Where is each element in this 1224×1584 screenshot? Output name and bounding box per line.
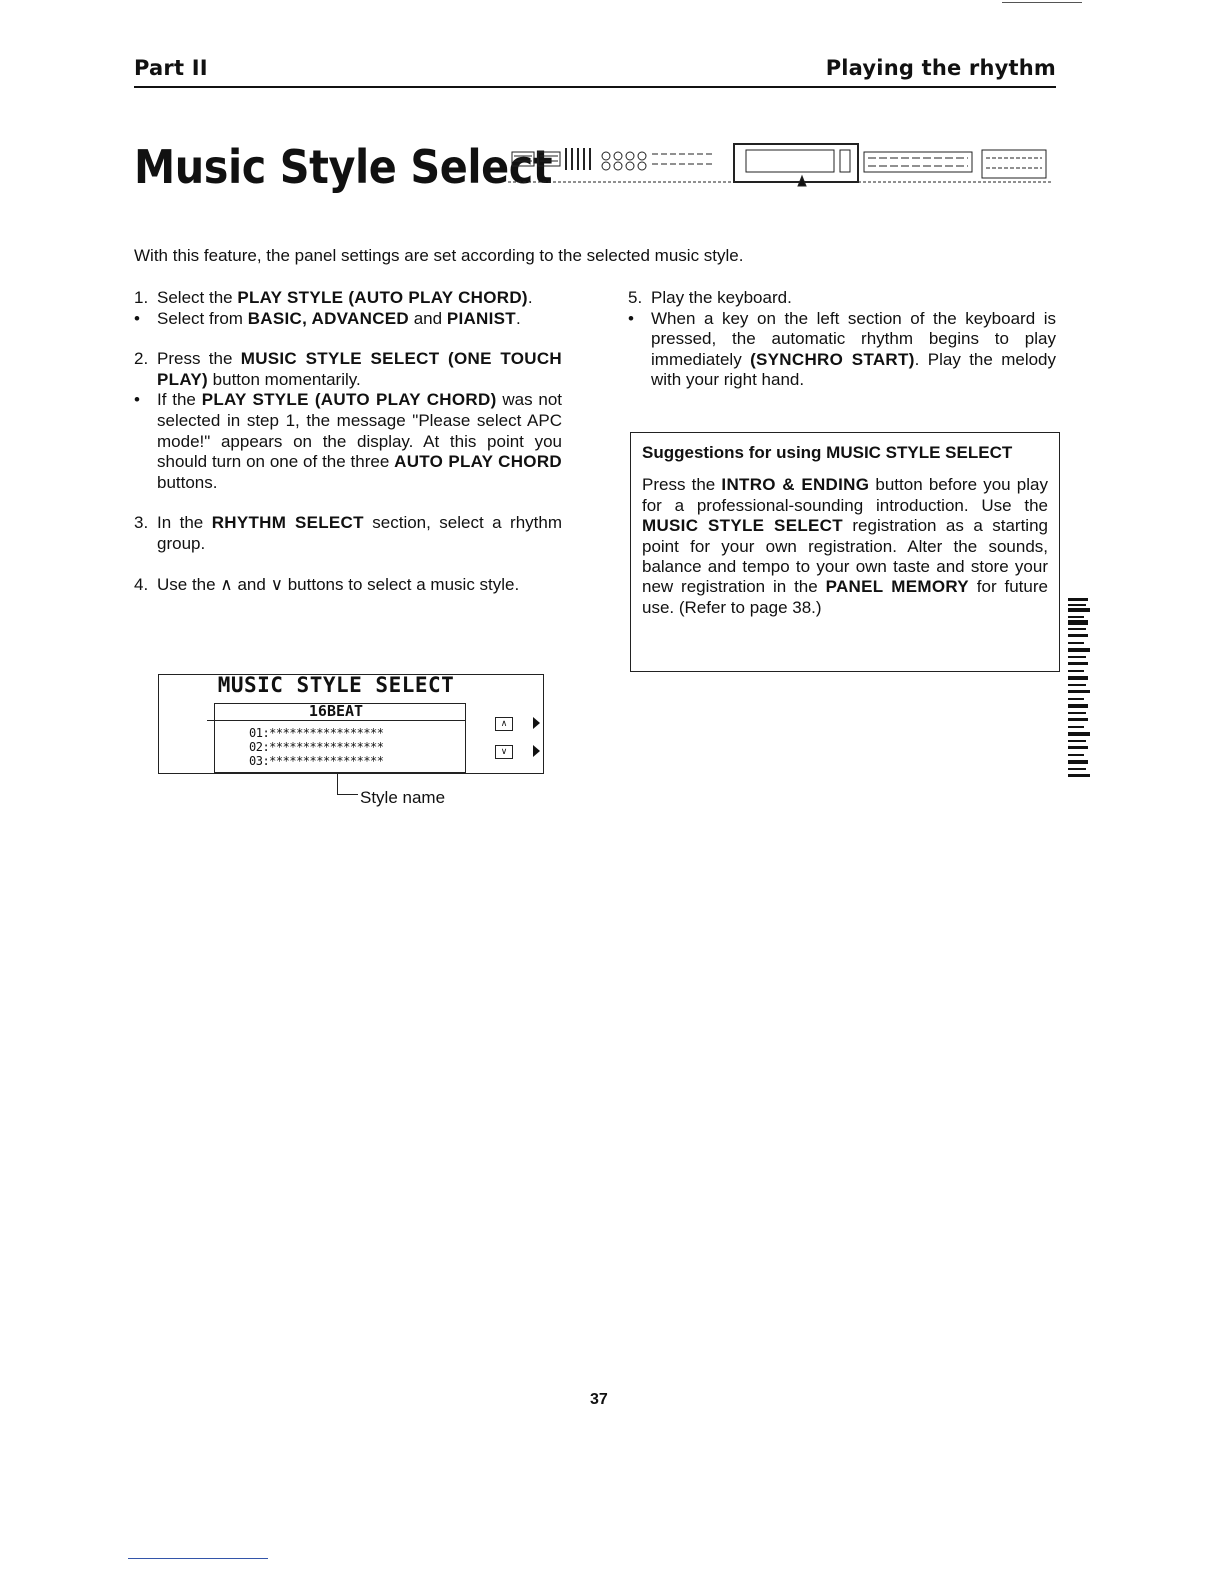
bold-term: RHYTHM SELECT [211,513,364,533]
bold-term: MUSIC STYLE SELECT (ONE TOUCH PLAY) [157,349,562,389]
step-text [157,390,562,493]
display-style-row: 02:***************** [249,740,384,754]
bold-term: AUTO PLAY CHORD [394,452,562,472]
barcode-mark [1068,598,1096,778]
step-item [134,575,562,596]
text-run: button before you play for a professional-sounding introduction. Use the [642,475,1048,515]
step-marker: • [134,308,140,328]
bold-term: PIANIST [446,308,516,328]
header-rule [134,86,1056,88]
display-screen [214,703,466,773]
text-run: buttons. [157,472,218,492]
step-item [628,309,1056,391]
page-title: Music Style Select [134,140,553,194]
up-arrow-icon: ∧ [495,717,513,731]
header-section: Playing the rhythm [825,56,1056,80]
text-run: Select the [157,288,238,307]
bold-term: PLAY STYLE (AUTO PLAY CHORD) [237,288,528,307]
text-run: If the [157,390,202,410]
step-item [134,513,562,554]
step-text [157,349,562,390]
panel-slider-group [512,152,560,166]
step-marker: 2. [134,349,149,369]
text-run: Use the ∧ and ∨ buttons to select a music style. [157,574,520,594]
step-spacer [134,329,562,349]
bold-term: (SYNCHRO START) [750,349,915,369]
text-run: Play the keyboard. [651,288,792,307]
header-part: Part II [134,56,208,80]
step-spacer [134,493,562,513]
suggestions-box [630,432,1060,672]
step-text [157,513,562,554]
text-run: Press the [157,349,241,369]
suggestions-body [642,475,1048,618]
right-column-steps [628,288,1056,391]
step-text [651,309,1056,391]
control-panel-illustration [508,142,1052,188]
bold-term: MUSIC STYLE SELECT [642,516,843,536]
display-rhythm-group: 16BEAT [207,702,465,721]
step-marker: 3. [134,513,149,533]
display-caption: Style name [360,788,446,807]
left-column-steps [134,288,562,595]
intro-text: With this feature, the panel settings are set according to the selected music style. [134,246,744,265]
right-pointer-icon [533,745,540,757]
step-marker: 5. [628,288,643,307]
top-edge-rule [1002,2,1082,3]
display-title: MUSIC STYLE SELECT [217,673,455,697]
step-item [134,390,562,493]
step-spacer [134,555,562,575]
down-arrow-icon: ∨ [495,745,513,759]
step-marker: • [134,390,140,410]
bold-term: PANEL MEMORY [825,577,969,597]
display-illustration [158,674,544,774]
bold-term: BASIC, ADVANCED [247,308,409,328]
text-run: registration as a starting point for your own registration. Alter the sounds, balance and tempo to your own taste and store your new registration in the [642,516,1048,597]
step-text [157,309,562,330]
step-marker: 4. [134,574,149,594]
text-run: . [527,288,533,307]
bold-term: INTRO & ENDING [721,475,870,495]
step-item [134,349,562,390]
suggestions-heading: Suggestions for using MUSIC STYLE SELECT [642,443,1013,462]
step-marker: • [628,308,634,328]
right-pointer-icon [533,717,540,729]
step-text [651,288,1056,309]
text-run: section, select a rhythm group. [157,513,562,553]
step-item [628,288,1056,309]
page-number: 37 [590,1391,608,1408]
step-text [157,288,562,309]
step-text [157,575,562,596]
text-run: button momentarily. [207,369,361,389]
text-run: and [409,308,447,328]
text-run: for future use. (Refer to page 38.) [642,577,1048,617]
text-run: Select from [157,308,248,328]
text-run: . Play the melody with your right hand. [651,349,1057,390]
step-item [134,288,562,309]
display-style-row: 03:***************** [249,754,384,768]
text-run: was not selected in step 1, the message "Please select APC mode!" appears on the display. At this point you should turn on one of the three [157,390,562,472]
bold-term: PLAY STYLE (AUTO PLAY CHORD) [201,390,497,410]
bottom-edge-line [128,1558,268,1559]
caption-leader-line [337,772,358,795]
step-item [134,309,562,330]
text-run: Press the [642,475,722,495]
step-marker: 1. [134,288,149,307]
text-run: . [515,308,521,328]
display-style-row: 01:***************** [249,726,384,740]
text-run: When a key on the left section of the keyboard is pressed, the automatic rhythm begins to play immediately [651,308,1056,369]
text-run: In the [157,513,212,533]
